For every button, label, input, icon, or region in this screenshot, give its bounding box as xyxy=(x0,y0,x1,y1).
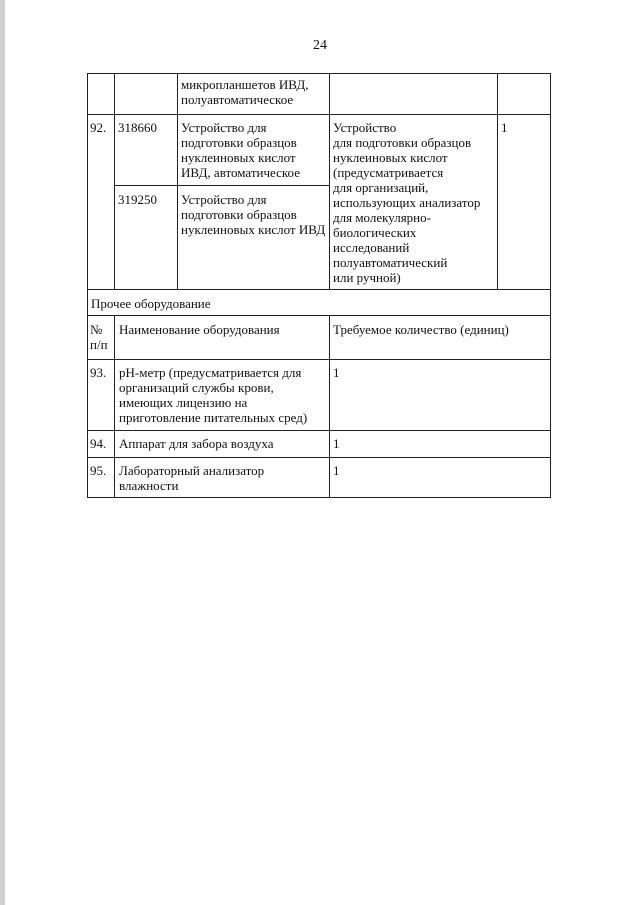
column-divider xyxy=(114,315,115,498)
row-number: 94. xyxy=(90,436,107,451)
equipment-name-cell: Устройство для подготовки образцов нуклеиновых кислот ИВД xyxy=(181,192,326,237)
column-divider xyxy=(177,73,178,290)
column-divider xyxy=(329,73,330,290)
header-quantity: Требуемое количество (единиц) xyxy=(333,322,509,337)
row-number: 92. xyxy=(90,120,107,135)
equipment-name-cell: pH-метр (предусматривается для организаций службы крови, имеющих лицензию на приготовление питательных сред) xyxy=(119,365,308,425)
row-divider xyxy=(87,114,551,115)
row-divider xyxy=(87,359,551,360)
equipment-name-cell: Аппарат для забора воздуха xyxy=(119,436,274,451)
continuation-name-cell: микропланшетов ИВД, полуавтоматическое xyxy=(181,77,309,107)
row-divider xyxy=(87,315,551,316)
table-border-left xyxy=(87,73,88,498)
quantity-cell: 1 xyxy=(333,463,340,478)
quantity-cell: 1 xyxy=(501,120,508,135)
equipment-name-cell: Устройство для подготовки образцов нуклеиновых кислот ИВД, автоматическое xyxy=(181,120,300,180)
table-border-right xyxy=(550,73,551,498)
row-divider xyxy=(87,289,551,290)
page-number: 24 xyxy=(313,38,327,53)
equipment-name-cell: Лабораторный анализатор влажности xyxy=(119,463,265,493)
row-divider xyxy=(114,185,329,186)
row-divider xyxy=(87,457,551,458)
header-number: № п/п xyxy=(90,322,108,352)
column-divider xyxy=(329,315,330,498)
section-title: Прочее оборудование xyxy=(91,296,211,311)
row-number: 93. xyxy=(90,365,107,380)
quantity-cell: 1 xyxy=(333,436,340,451)
code-cell: 319250 xyxy=(118,192,157,207)
description-cell: Устройство для подготовки образцов нуклеиновых кислот (предусматривается для организаций, использующих анализатор для молекулярно- биологических исследований полуавтоматический или ручной) xyxy=(333,120,481,285)
row-divider xyxy=(87,430,551,431)
code-cell: 318660 xyxy=(118,120,157,135)
table-border-top xyxy=(87,73,551,74)
column-divider xyxy=(497,73,498,290)
row-number: 95. xyxy=(90,463,107,478)
scan-edge xyxy=(0,0,5,905)
header-name: Наименование оборудования xyxy=(119,322,280,337)
table-border-bottom xyxy=(87,497,551,498)
column-divider xyxy=(114,73,115,290)
quantity-cell: 1 xyxy=(333,365,340,380)
